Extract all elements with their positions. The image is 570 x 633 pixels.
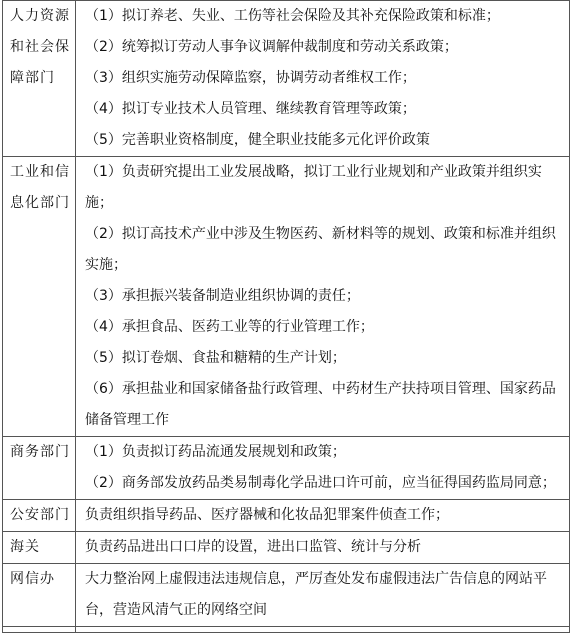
duty-item: 负责组织指导药品、医疗器械和化妆品犯罪案件侦查工作； (85, 507, 449, 523)
department-cell (3, 437, 76, 500)
table-row (3, 532, 570, 564)
department-name: 人力资源和社会保障部门 (10, 8, 70, 86)
duty-item: （4）承担食品、医药工业等的行业管理工作； (85, 319, 374, 335)
duty-item: （4）拟订专业技术人员管理、继续教育管理等政策； (85, 101, 416, 117)
department-name: 工业和信息化部门 (10, 164, 70, 211)
table-row (3, 437, 570, 500)
duty-item: （6）承担盐业和国家储备盐行政管理、中药材生产扶持项目管理、国家药品储备管理工作 (85, 381, 556, 428)
table-row (3, 564, 570, 627)
duties-cell (76, 500, 570, 532)
department-cell (3, 1, 76, 157)
table-row (3, 1, 570, 157)
department-name: 海关 (10, 539, 40, 555)
duty-item: 负责药品进出口口岸的设置，进出口监管、统计与分析 (85, 539, 421, 555)
department-cell (3, 500, 76, 532)
duties-cell (76, 627, 570, 633)
duty-item: （2）商务部发放药品类易制毒化学品进口许可前，应当征得国药监局同意； (85, 475, 556, 491)
duty-item: （1）负责研究提出工业发展战略，拟订工业行业规划和产业政策并组织实施； (85, 164, 542, 211)
regulatory-duties-table (2, 0, 570, 633)
duty-item: （1）拟订养老、失业、工伤等社会保险及其补充保险政策和标准； (85, 8, 500, 24)
duty-item: （2）统筹拟订劳动人事争议调解仲裁制度和劳动关系政策； (85, 39, 458, 55)
duty-item: （3）组织实施劳动保障监察，协调劳动者维权工作； (85, 70, 416, 86)
duties-cell (76, 1, 570, 157)
duty-item: （3）承担振兴装备制造业组织协调的责任； (85, 288, 360, 304)
duty-item: （5）拟订卷烟、食盐和糖精的生产计划； (85, 350, 346, 366)
department-name: 网信办 (10, 571, 55, 587)
duty-item: （1）负责拟订药品流通发展规划和政策； (85, 444, 346, 460)
table-row (3, 627, 570, 633)
duties-cell (76, 532, 570, 564)
department-name: 商务部门 (10, 444, 70, 460)
duty-item: （5）完善职业资格制度，健全职业技能多元化评价政策 (85, 132, 430, 148)
department-cell (3, 532, 76, 564)
department-cell (3, 627, 76, 633)
duties-cell (76, 564, 570, 627)
table-row (3, 157, 570, 437)
department-name: 公安部门 (10, 507, 70, 523)
duty-item: （2）拟订高技术产业中涉及生物医药、新材料等的规划、政策和标准并组织实施； (85, 226, 556, 273)
duties-cell (76, 157, 570, 437)
department-cell (3, 564, 76, 627)
duties-cell (76, 437, 570, 500)
duty-item: 大力整治网上虚假违法违规信息，严厉查处发布虚假违法广告信息的网站平台，营造风清气正的网络空间 (85, 571, 547, 618)
department-cell (3, 157, 76, 437)
table-row (3, 500, 570, 532)
